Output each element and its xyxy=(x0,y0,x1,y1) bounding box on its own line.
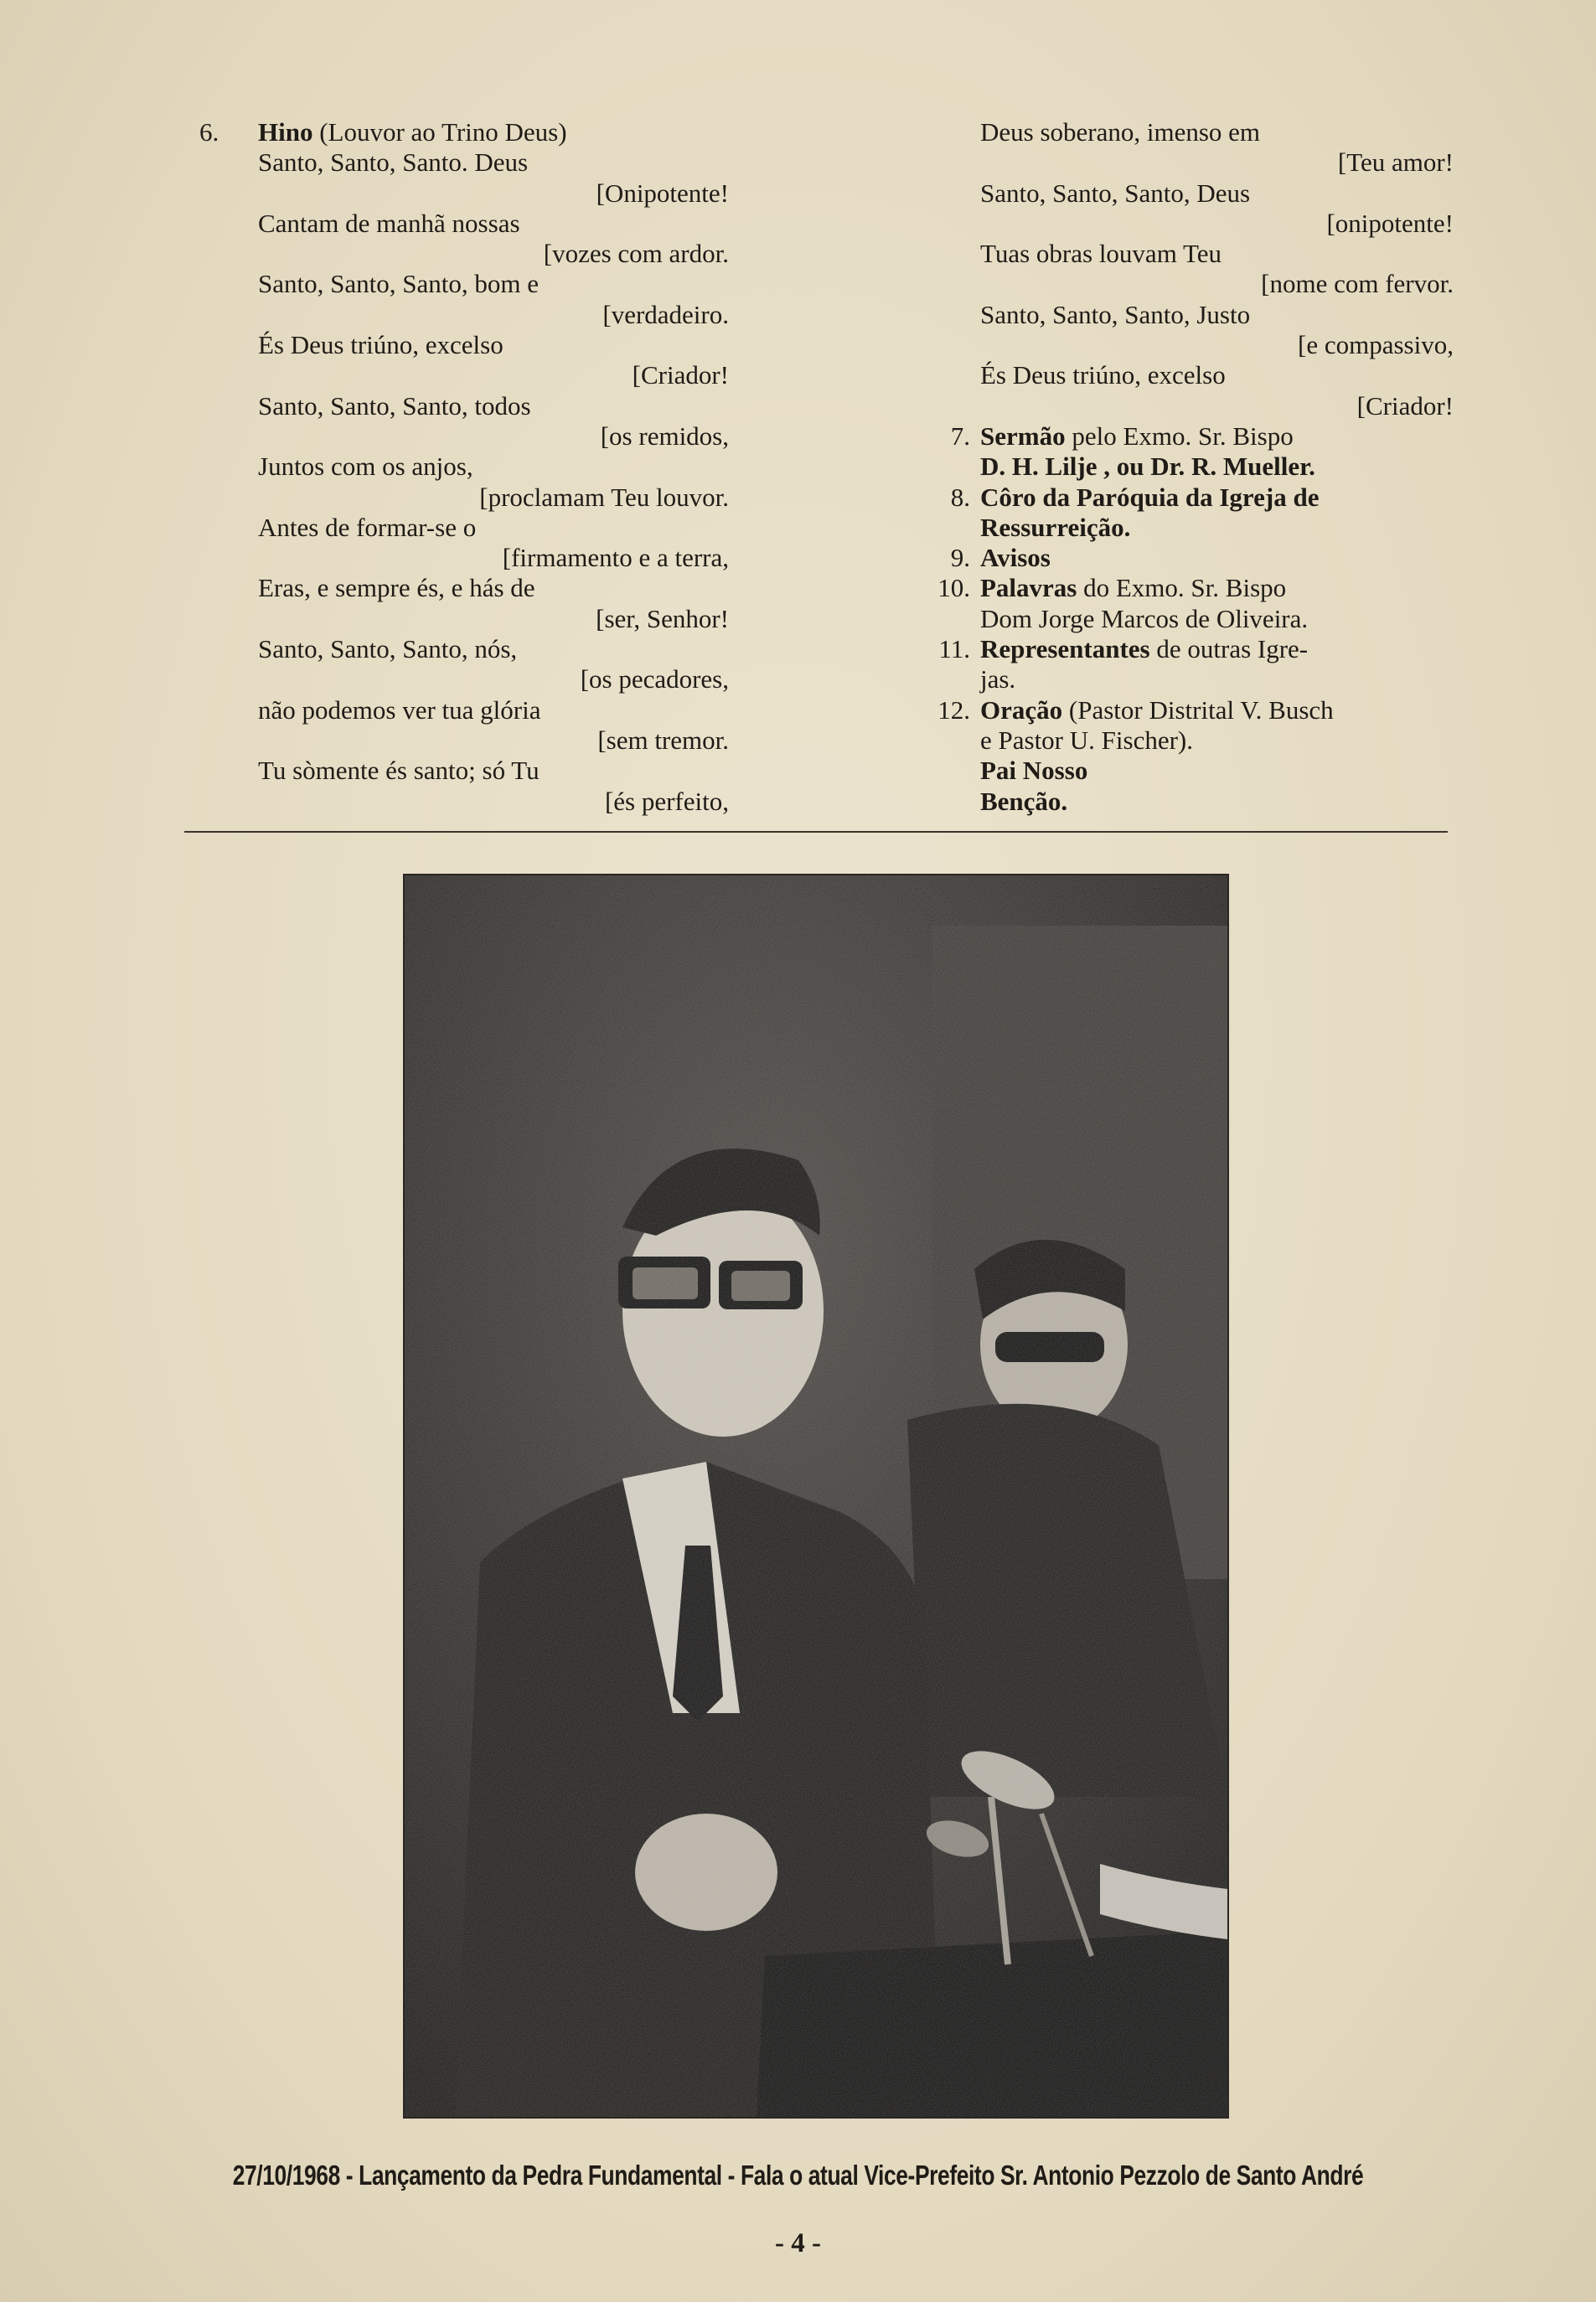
hymn-line-continuation: [verdadeiro. xyxy=(602,299,729,329)
hymn-line: Cantam de manhã nossas xyxy=(258,208,520,238)
program-item-number: 12. xyxy=(937,694,970,725)
hymn-line: Santo, Santo, Santo. Deus xyxy=(258,147,529,178)
program-item-heading: Oração xyxy=(980,694,1063,725)
hymn-line-continuation: [firmamento e a terra, xyxy=(502,543,729,573)
hymn-line: Santo, Santo, Santo, nós, xyxy=(258,634,518,664)
program-item-number: 11. xyxy=(938,634,970,664)
program-item xyxy=(901,756,1454,786)
program-item-heading: Benção. xyxy=(980,786,1068,816)
hymn-line: Santo, Santo, Santo, todos xyxy=(258,390,531,421)
program-item xyxy=(901,725,1454,756)
hymn-line: Eras, e sempre és, e hás de xyxy=(258,573,535,603)
hymn-line: Tuas obras louvam Teu xyxy=(980,239,1222,269)
program-item-heading: Avisos xyxy=(980,543,1051,573)
program-item xyxy=(901,452,1454,482)
program-item xyxy=(901,483,1454,513)
hymn-line: Deus soberano, imenso em xyxy=(980,117,1261,147)
program-item-number: 9. xyxy=(950,543,970,573)
program-item-text: pelo Exmo. Sr. Bispo xyxy=(1065,421,1294,451)
hymn-subtitle: (Louvor ao Trino Deus) xyxy=(319,117,567,147)
hymn-left-lines xyxy=(199,147,729,817)
program-item-heading: Sermão xyxy=(980,421,1066,451)
program-item xyxy=(901,664,1454,694)
program-item xyxy=(901,513,1454,543)
hymn-title: Hino xyxy=(258,117,313,147)
program-item-heading: D. H. Lilje , ou Dr. R. Mueller. xyxy=(980,452,1315,482)
hymn-line-continuation: [os pecadores, xyxy=(580,664,729,694)
hymn-line: Tu sòmente és santo; só Tu xyxy=(258,756,540,786)
program-item-text: e Pastor U. Fischer). xyxy=(980,725,1193,755)
hymn-line-continuation: [e compassivo, xyxy=(1298,330,1454,360)
photo-illustration xyxy=(405,875,1227,2117)
hymn-right-lines xyxy=(901,117,1454,421)
program-right-column xyxy=(901,117,1454,817)
hymn-line-continuation: [Teu amor! xyxy=(1337,147,1454,178)
program-item-heading: Pai Nosso xyxy=(980,756,1088,786)
hymn-line: Santo, Santo, Santo, bom e xyxy=(258,269,539,299)
program-item-heading: Côro da Paróquia da Igreja de xyxy=(980,482,1320,512)
hymn-line-continuation: [os remidos, xyxy=(600,421,729,451)
hymn-line-continuation: [ser, Senhor! xyxy=(596,603,729,633)
hymn-number: 6. xyxy=(199,117,220,147)
program-item-text: (Pastor Distrital V. Busch xyxy=(1062,694,1334,725)
hymn-heading xyxy=(199,117,729,147)
program-item-text: do Exmo. Sr. Bispo xyxy=(1077,573,1287,603)
hymn-line-continuation: [proclamam Teu louvor. xyxy=(479,482,729,512)
hymn-line-continuation: [Criador! xyxy=(632,360,729,390)
section-divider xyxy=(184,831,1448,833)
program-item xyxy=(901,695,1454,725)
program-item-text: de outras Igre- xyxy=(1149,634,1309,664)
page-number: - 4 - xyxy=(775,2228,821,2258)
program-item-heading: Representantes xyxy=(980,634,1150,664)
hymn-line: Antes de formar-se o xyxy=(258,512,477,542)
program-item-number: 7. xyxy=(950,421,970,451)
program-item xyxy=(901,604,1454,634)
program-item-heading: Ressurreição. xyxy=(980,512,1131,542)
hymn-left-column xyxy=(199,117,729,817)
program-item xyxy=(901,573,1454,603)
hymn-line-continuation: [és perfeito, xyxy=(604,786,729,816)
hymn-line: És Deus triúno, excelso xyxy=(980,360,1226,390)
program-item xyxy=(901,634,1454,664)
program-item-text: Dom Jorge Marcos de Oliveira. xyxy=(980,603,1309,633)
hymn-line: Juntos com os anjos, xyxy=(258,452,473,482)
hymn-line: não podemos ver tua glória xyxy=(258,694,541,725)
hymn-line: Santo, Santo, Santo, Justo xyxy=(980,299,1251,329)
program-item xyxy=(901,421,1454,452)
hymn-line-continuation: [vozes com ardor. xyxy=(543,239,729,269)
hymn-line-continuation: [onipotente! xyxy=(1326,208,1454,238)
hymn-line: És Deus triúno, excelso xyxy=(258,330,504,360)
program-item-number: 10. xyxy=(937,573,970,603)
hymn-line-continuation: [nome com fervor. xyxy=(1261,269,1454,299)
photo-caption: 27/10/1968 - Lançamento da Pedra Fundamental - Fala o atual Vice-Prefeito Sr. Antonio Pezzolo de Santo André xyxy=(232,2160,1364,2191)
program-item-number: 8. xyxy=(950,482,970,512)
program-item-text: jas. xyxy=(980,664,1016,694)
program-item-heading: Palavras xyxy=(980,573,1077,603)
photograph xyxy=(405,875,1227,2117)
hymn-line-continuation: [Criador! xyxy=(1356,390,1454,421)
hymn-line: Santo, Santo, Santo, Deus xyxy=(980,178,1251,208)
hymn-line-continuation: [sem tremor. xyxy=(597,725,729,755)
hymn-line-continuation: [Onipotente! xyxy=(596,178,729,208)
program-item xyxy=(901,787,1454,817)
program-item xyxy=(901,543,1454,573)
program-list xyxy=(901,421,1454,817)
